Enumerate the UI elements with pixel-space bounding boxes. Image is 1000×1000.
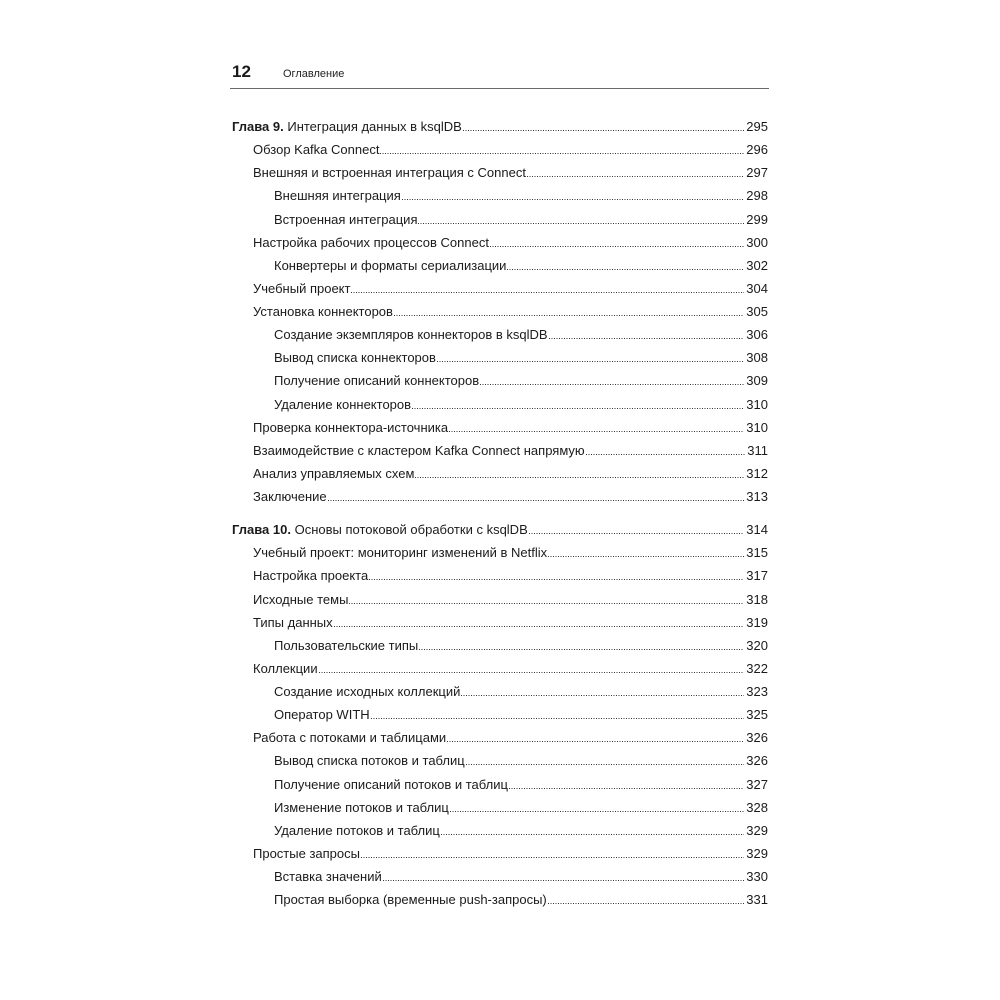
dot-leader — [402, 199, 744, 200]
toc-section — [232, 138, 768, 161]
page-ref: 315 — [746, 545, 768, 561]
page-ref: 311 — [747, 442, 768, 458]
page-ref: 297 — [746, 165, 768, 181]
dot-leader — [380, 153, 744, 154]
toc-subsection — [232, 184, 768, 207]
page-ref: 317 — [746, 568, 768, 584]
section-title: Исходные темы — [253, 591, 349, 607]
toc-subsection — [232, 703, 768, 726]
dot-leader — [328, 500, 745, 501]
section-title: Проверка коннектора-источника — [253, 419, 449, 435]
page-ref: 300 — [746, 234, 768, 250]
page-ref: 309 — [746, 373, 768, 389]
toc-section — [232, 842, 768, 865]
page-ref: 323 — [746, 684, 768, 699]
page-ref: 320 — [746, 637, 768, 653]
page-ref: 295 — [746, 119, 768, 134]
toc-subsection — [232, 773, 768, 796]
page-ref: 304 — [746, 280, 768, 296]
toc-subsection — [232, 208, 768, 231]
section-title: Коллекции — [253, 660, 318, 676]
page-ref: 296 — [746, 142, 768, 158]
subsection-title: Конвертеры и форматы сериализации — [274, 257, 507, 273]
page-ref: 305 — [746, 304, 768, 319]
dot-leader — [586, 454, 746, 455]
dot-leader — [507, 269, 744, 270]
dot-leader — [349, 603, 744, 604]
dot-leader — [549, 338, 745, 339]
chapter-label: Глава 10. — [232, 522, 291, 538]
subsection-title: Вывод списка потоков и таблиц — [274, 753, 465, 769]
dot-leader — [383, 880, 745, 881]
page-ref: 298 — [746, 188, 768, 204]
dot-leader — [466, 764, 745, 765]
dot-leader — [319, 672, 745, 673]
page-ref: 326 — [746, 753, 768, 769]
chapter-heading-text — [232, 115, 462, 138]
section-title: Типы данных — [253, 614, 333, 630]
section-title: Настройка рабочих процессов Connect — [253, 234, 489, 250]
dot-leader — [412, 408, 744, 409]
section-title: Учебный проект: мониторинг изменений в Netflix — [253, 545, 548, 561]
subsection-title: Пользовательские типы — [274, 637, 419, 653]
chapter-10 — [232, 518, 768, 911]
page-ref: 326 — [746, 730, 768, 746]
page-ref: 299 — [746, 211, 768, 227]
page-ref: 314 — [746, 522, 768, 538]
toc-section — [232, 726, 768, 749]
subsection-title: Создание экземпляров коннекторов в ksqlDB — [274, 327, 548, 343]
subsection-title: Простая выборка (временные push-запросы) — [274, 892, 547, 908]
dot-leader — [527, 176, 744, 177]
page-ref: 310 — [746, 396, 768, 412]
dot-leader — [463, 130, 745, 131]
toc-subsection — [232, 369, 768, 392]
toc-subsection — [232, 749, 768, 772]
toc-section — [232, 611, 768, 634]
toc-subsection — [232, 819, 768, 842]
toc-section — [232, 657, 768, 680]
section-title: Настройка проекта — [253, 568, 369, 584]
toc-subsection — [232, 254, 768, 277]
page-ref: 318 — [746, 591, 768, 607]
chapter-heading-text — [232, 518, 528, 541]
dot-leader — [418, 223, 744, 224]
toc-section — [232, 564, 768, 587]
page-ref: 319 — [746, 614, 768, 630]
chapter-label: Глава 9. — [232, 119, 284, 134]
section-title: Установка коннекторов — [253, 304, 393, 319]
chapter-heading — [232, 115, 768, 138]
page-header — [232, 60, 769, 88]
page-ref: 308 — [746, 350, 768, 366]
dot-leader — [361, 857, 744, 858]
dot-leader — [450, 811, 744, 812]
page-ref: 329 — [746, 822, 768, 838]
page-ref: 302 — [746, 257, 768, 273]
page-ref: 328 — [746, 799, 768, 815]
page-ref: 310 — [746, 419, 768, 435]
dot-leader — [437, 361, 744, 362]
dot-leader — [447, 741, 744, 742]
chapter-heading — [232, 518, 768, 541]
chapter-title: Основы потоковой обработки с ksqlDB — [294, 522, 528, 538]
toc-subsection — [232, 634, 768, 657]
dot-leader — [369, 579, 744, 580]
subsection-title: Оператор WITH — [274, 707, 370, 723]
subsection-title: Изменение потоков и таблиц — [274, 799, 449, 815]
dot-leader — [548, 903, 745, 904]
section-title: Взаимодействие с кластером Kafka Connect напрямую — [253, 442, 585, 458]
page-ref: 331 — [746, 892, 768, 908]
dot-leader — [334, 626, 745, 627]
toc-subsection — [232, 888, 768, 911]
page-ref: 313 — [746, 489, 768, 504]
dot-leader — [449, 431, 744, 432]
chapter-9 — [232, 115, 768, 508]
toc-subsection — [232, 865, 768, 888]
toc-section — [232, 416, 768, 439]
page-ref: 322 — [746, 660, 768, 676]
section-title: Простые запросы — [253, 845, 360, 861]
section-title: Анализ управляемых схем — [253, 465, 415, 481]
subsection-title: Встроенная интеграция — [274, 211, 418, 227]
dot-leader — [480, 384, 744, 385]
table-of-contents — [232, 115, 768, 911]
toc-subsection — [232, 323, 768, 346]
dot-leader — [529, 533, 745, 534]
section-title: Работа с потоками и таблицами — [253, 730, 447, 746]
toc-section — [232, 541, 768, 564]
folio-number: 12 — [232, 62, 251, 81]
dot-leader — [394, 315, 744, 316]
toc-section — [232, 588, 768, 611]
page-ref: 325 — [746, 707, 768, 723]
section-title: Внешняя и встроенная интеграция с Connect — [253, 165, 526, 181]
toc-subsection — [232, 393, 768, 416]
toc-section — [232, 485, 768, 508]
page-ref: 329 — [746, 845, 768, 861]
subsection-title: Удаление потоков и таблиц — [274, 822, 440, 838]
dot-leader — [461, 695, 744, 696]
toc-subsection — [232, 346, 768, 369]
toc-section — [232, 439, 768, 462]
page-ref: 306 — [746, 327, 768, 343]
dot-leader — [419, 649, 744, 650]
dot-leader — [548, 556, 744, 557]
chapter-title: Интеграция данных в ksqlDB — [287, 119, 462, 134]
dot-leader — [351, 292, 744, 293]
dot-leader — [371, 718, 745, 719]
subsection-title: Вставка значений — [274, 869, 382, 884]
toc-section — [232, 462, 768, 485]
toc-section — [232, 300, 768, 323]
dot-leader — [490, 246, 744, 247]
dot-leader — [441, 834, 744, 835]
dot-leader — [415, 477, 744, 478]
section-title: Учебный проект — [253, 280, 351, 296]
subsection-title: Удаление коннекторов — [274, 396, 412, 412]
toc-subsection — [232, 796, 768, 819]
section-title: Обзор Kafka Connect — [253, 142, 380, 158]
subsection-title: Создание исходных коллекций — [274, 684, 461, 699]
toc-section — [232, 231, 768, 254]
page-ref: 312 — [746, 465, 768, 481]
toc-section — [232, 277, 768, 300]
subsection-title: Получение описаний коннекторов — [274, 373, 480, 389]
toc-section — [232, 161, 768, 184]
dot-leader — [509, 788, 744, 789]
toc-subsection — [232, 680, 768, 703]
page-ref: 327 — [746, 776, 768, 792]
subsection-title: Получение описаний потоков и таблиц — [274, 776, 508, 792]
subsection-title: Внешняя интеграция — [274, 188, 401, 204]
page-ref: 330 — [746, 869, 768, 884]
section-title: Заключение — [253, 489, 327, 504]
header-rule — [230, 88, 769, 89]
running-title: Оглавление — [283, 68, 345, 80]
subsection-title: Вывод списка коннекторов — [274, 350, 436, 366]
